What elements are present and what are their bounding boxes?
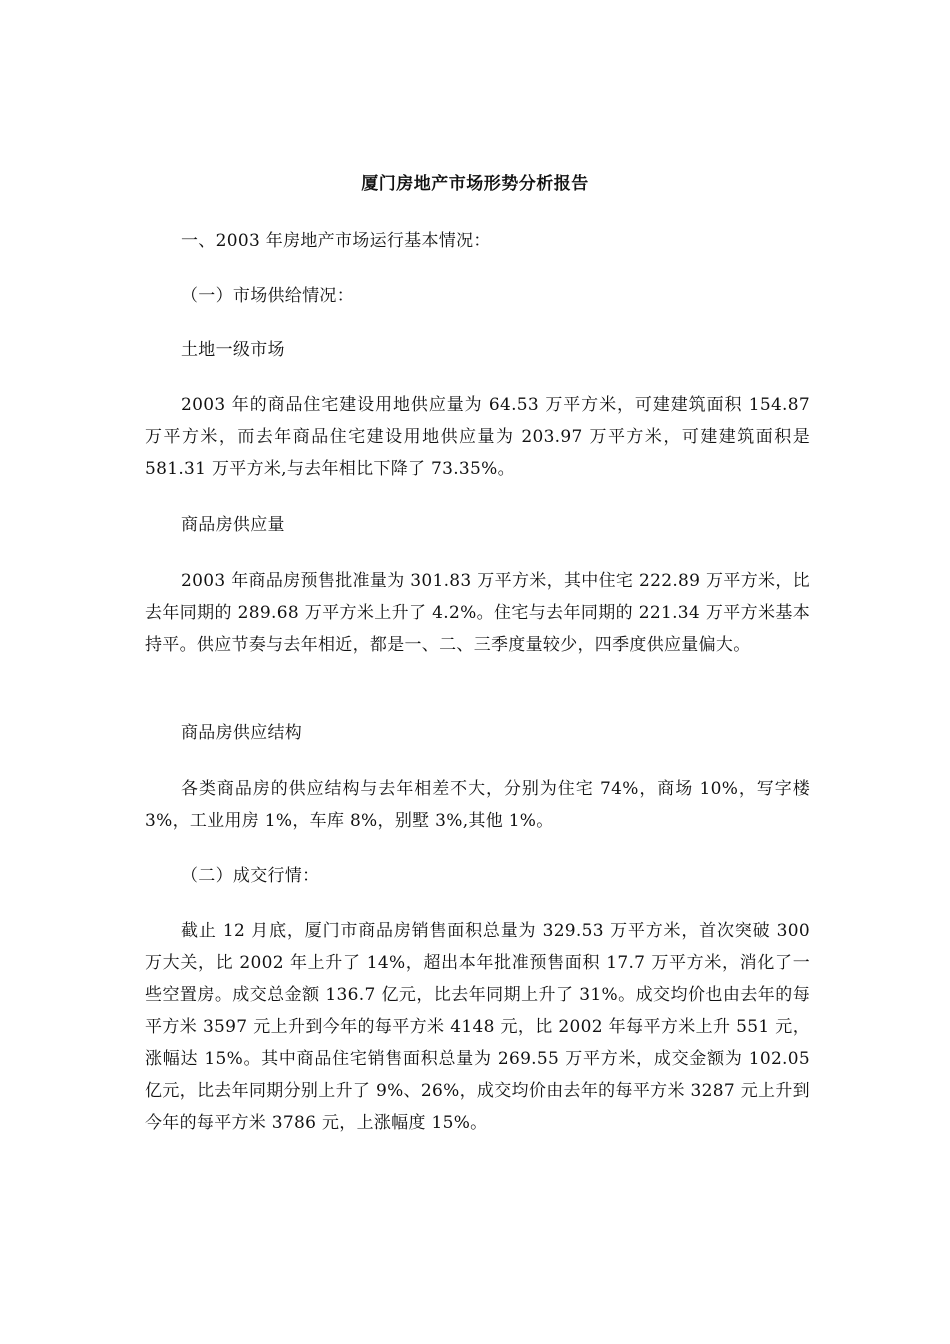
subsection-heading-transactions: （二）成交行情： — [181, 866, 320, 886]
document-title: 厦门房地产市场形势分析报告 — [361, 174, 589, 194]
section-heading-1: 一、2003 年房地产市场运行基本情况： — [181, 231, 491, 251]
heading-supply-structure: 商品房供应结构 — [181, 723, 303, 743]
paragraph-land-market: 2003 年的商品住宅建设用地供应量为 64.53 万平方米，可建建筑面积 154.87 万平方米，而去年商品住宅建设用地供应量为 203.97 万平方米，可建建筑面积是 581.31 万平方米,与去年相比下降了 73.35%。 — [145, 395, 810, 479]
paragraph-transactions: 截止 12 月底，厦门市商品房销售面积总量为 329.53 万平方米，首次突破 300 万大关，比 2002 年上升了 14%，超出本年批准预售面积 17.7 万平方米，消化了一些空置房。成交总金额 136.7 亿元，比去年同期上升了 31%。成交均价也由去年的每平方米 3597 元上升到今年的每平方米 4148 元，比 2002 年每平方米上升 551 元，涨幅达 15%。其中商品住宅销售面积总量为 269.55 万平方米，成交金额为 102.05 亿元，比去年同期分别上升了 9%、26%，成交均价由去年的每平方米 3287 元上升到今年的每平方米 3786 元，上涨幅度 15%。 — [145, 921, 810, 1133]
paragraph-housing-supply: 2003 年商品房预售批准量为 301.83 万平方米，其中住宅 222.89 万平方米，比去年同期的 289.68 万平方米上升了 4.2%。住宅与去年同期的 221.34 万平方米基本持平。供应节奏与去年相近，都是一、二、三季度量较少，四季度供应量偏大。 — [145, 571, 810, 655]
heading-housing-supply: 商品房供应量 — [181, 515, 285, 535]
heading-land-market: 土地一级市场 — [181, 340, 285, 360]
subsection-heading-supply: （一）市场供给情况： — [181, 286, 354, 306]
paragraph-supply-structure: 各类商品房的供应结构与去年相差不大，分别为住宅 74%，商场 10%，写字楼 3%，工业用房 1%，车库 8%，别墅 3%,其他 1%。 — [145, 779, 810, 831]
